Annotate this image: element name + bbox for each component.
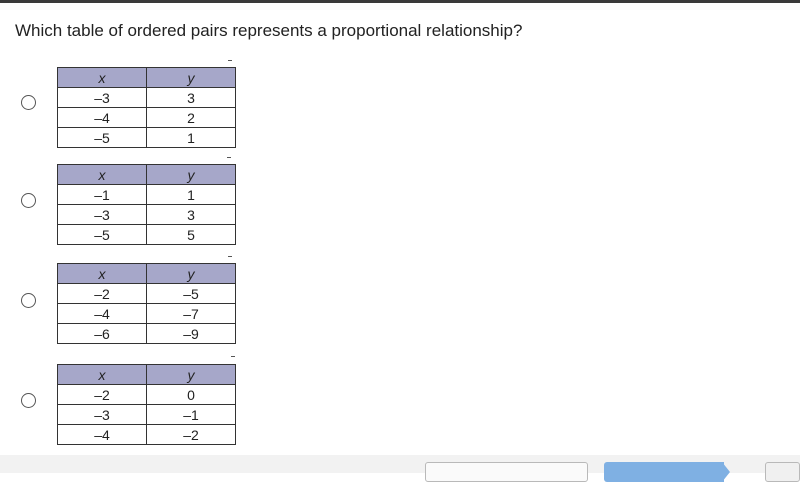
table-row [58,284,236,304]
cell-x: –2 [58,385,147,405]
column-header-y: y [147,365,236,385]
top-rule [0,0,800,3]
cell-y: 3 [147,88,236,108]
cell-y: 2 [147,108,236,128]
table-row [58,324,236,344]
previous-button[interactable] [425,462,588,482]
question-text: Which table of ordered pairs represents a proportional relationship? [15,21,523,40]
table-header-row [58,365,236,385]
radio-button-choice-2[interactable] [21,193,36,208]
next-button[interactable] [604,462,724,482]
column-header-y: y [147,68,236,88]
table-row [58,88,236,108]
column-header-y: y [147,165,236,185]
cell-x: –2 [58,284,147,304]
table-header-row [58,264,236,284]
cell-y: –2 [147,425,236,445]
radio-button-choice-4[interactable] [21,393,36,408]
cell-x: –5 [58,225,147,245]
cell-x: –3 [58,405,147,425]
table-row [58,128,236,148]
ordered-pairs-table-2 [57,164,236,245]
cell-y: –5 [147,284,236,304]
table-header-row [58,68,236,88]
table-row [58,425,236,445]
tick-mark [231,356,235,357]
radio-button-choice-1[interactable] [21,95,36,110]
column-header-x: x [58,165,147,185]
cell-y: 0 [147,385,236,405]
table-header-row [58,165,236,185]
table-row [58,405,236,425]
cell-y: 3 [147,205,236,225]
column-header-x: x [58,68,147,88]
cell-x: –4 [58,304,147,324]
cell-y: –1 [147,405,236,425]
radio-button-choice-3[interactable] [21,293,36,308]
cell-x: –4 [58,108,147,128]
column-header-x: x [58,264,147,284]
table-row [58,205,236,225]
cell-x: –4 [58,425,147,445]
toolbar-edge-button[interactable] [765,462,800,482]
cell-y: 1 [147,185,236,205]
cell-x: –6 [58,324,147,344]
tick-mark [228,60,232,61]
ordered-pairs-table-3 [57,263,236,344]
column-header-x: x [58,365,147,385]
tick-mark [227,157,231,158]
table-row [58,304,236,324]
cell-y: –9 [147,324,236,344]
table-row [58,185,236,205]
cell-x: –5 [58,128,147,148]
ordered-pairs-table-1 [57,67,236,148]
next-arrow-icon [722,462,730,482]
table-row [58,225,236,245]
table-row [58,385,236,405]
cell-x: –3 [58,88,147,108]
cell-x: –3 [58,205,147,225]
cell-y: –7 [147,304,236,324]
tick-mark [228,256,232,257]
cell-x: –1 [58,185,147,205]
cell-y: 5 [147,225,236,245]
ordered-pairs-table-4 [57,364,236,445]
column-header-y: y [147,264,236,284]
cell-y: 1 [147,128,236,148]
table-row [58,108,236,128]
